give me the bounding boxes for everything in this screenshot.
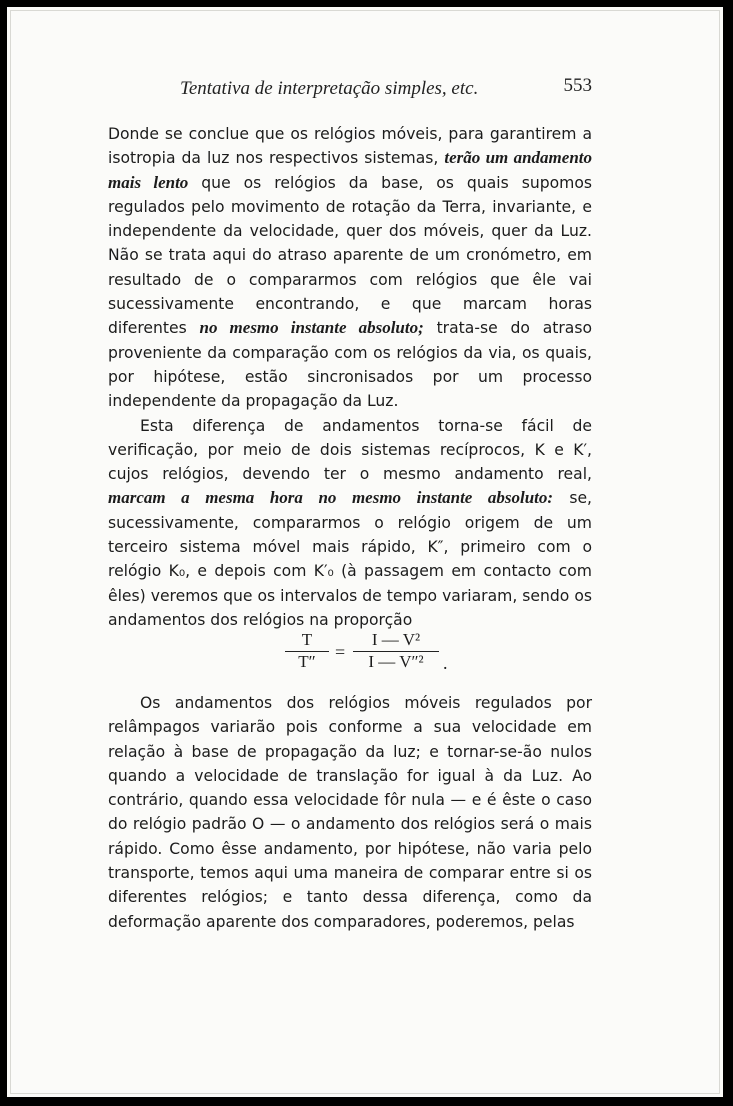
italic-run: no mesmo instante absoluto; [199,318,424,338]
formula [265,629,465,679]
page-number: 553 [563,75,592,96]
formula-end-dot: . [443,653,448,673]
book-page [7,7,723,1097]
formula-lhs-numerator: T [285,629,329,652]
formula-rhs-fraction [353,629,439,672]
running-title: Tentativa de interpretação simples, etc. [180,78,479,99]
formula-rhs-denominator: I — V″² [368,652,424,671]
formula-lhs-fraction [285,629,329,672]
text-run: que os relógios da base, os quais supomos regulados pelo movimento de rotação da Terra, invariante, e independente da velocidade, quer dos móveis, quer da Luz. Não se trata aqui do atraso aparente de um cronómetro, em resultado de o compararmos com relógios que êle vai sucessivamente encontrando, e que marcam horas diferentes [108,173,593,338]
italic-run: marcam a mesma hora no mesmo instante absoluto: [108,488,554,508]
formula-rhs-numerator: I — V² [353,629,439,652]
paragraph-3: Os andamentos dos relógios móveis regulados por relâmpagos variarão pois conforme a sua velocidade em relação à base de propagação da luz; e tornar-se-ão nulos quando a velocidade de translação for igual à da Luz. Ao contrário, quando essa velocidade fôr nula — e é êste o caso do relógio padrão O — o andamento dos relógios será o mais rápido. Como êsse andamento, por hipótese, não varia pelo transporte, temos aqui uma maneira de comparar entre si os diferentes relógios; e tanto dessa diferença, como da deformação aparente dos comparadores, poderemos, pelas [108,694,592,931]
text-run: trata-se do atraso proveniente da comparação com os relógios da via, os quais, por hipótese, estão sincronisados por um processo independente da propagação da Luz. [108,319,592,411]
body-text-lower [108,691,592,934]
formula-equals: = [335,642,346,662]
text-run: Donde se conclue que os relógios móveis, para garantirem a isotropia da luz nos respectivos sistemas, [108,125,592,168]
italic-run: terão um andamento mais lento [108,148,592,192]
paragraph-2 [108,414,592,633]
text-run: Esta diferença de andamentos torna-se fácil de verificação, por meio de dois sistemas recíprocos, K e K′, cujos relógios, devendo ter o mesmo andamento real, [108,416,592,484]
paragraph-1 [108,122,592,414]
formula-lhs-denominator: T″ [298,652,316,671]
page-header [108,75,592,103]
text-run: se, sucessivamente, compararmos o relógio origem de um terceiro sistema móvel mais rápido, K″, primeiro com o relógio K₀, e depois com K′₀ (à passagem em contacto com êles) veremos que os intervalos de tempo variaram, sendo os andamentos dos relógios na proporção [108,489,593,629]
body-text-upper [108,122,592,632]
